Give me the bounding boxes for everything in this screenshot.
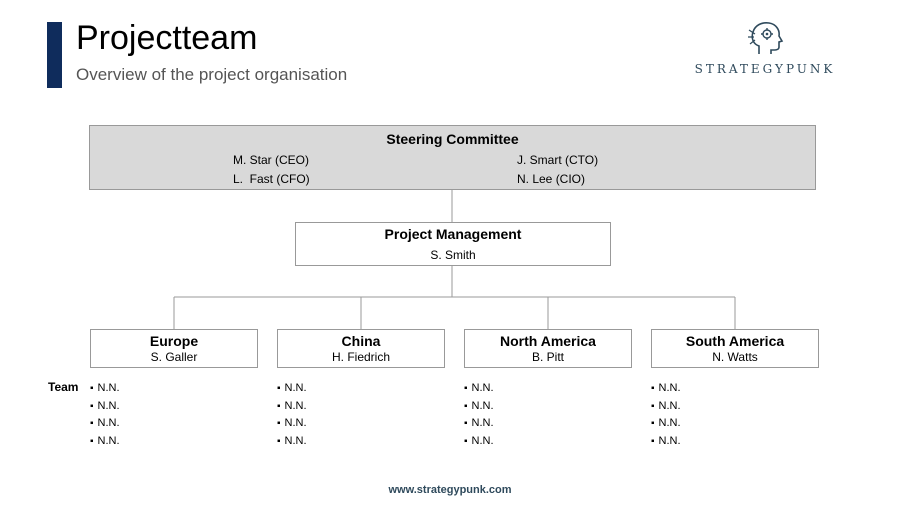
team-member: ▪ N.N. xyxy=(651,415,681,433)
team-member: ▪ N.N. xyxy=(464,433,494,451)
team-member: ▪ N.N. xyxy=(464,398,494,416)
team-member: ▪ N.N. xyxy=(651,398,681,416)
team-list-north-america xyxy=(464,380,494,450)
team-member: ▪ N.N. xyxy=(651,380,681,398)
team-list-south-america xyxy=(651,380,681,450)
region-title: South America xyxy=(685,333,785,349)
steering-member-ceo: M. Star (CEO) xyxy=(233,153,310,167)
region-title: China xyxy=(341,333,381,349)
project-manager-name: S. Smith xyxy=(430,248,476,262)
region-box-north-america xyxy=(464,329,632,368)
team-list-china xyxy=(277,380,307,450)
team-member: ▪ N.N. xyxy=(277,433,307,451)
project-management-box xyxy=(295,222,611,266)
team-member: ▪ N.N. xyxy=(277,380,307,398)
page-subtitle: Overview of the project organisation xyxy=(76,65,348,84)
team-label: Team xyxy=(48,380,79,394)
team-member: ▪ N.N. xyxy=(651,433,681,451)
region-box-china xyxy=(277,329,445,368)
region-lead: B. Pitt xyxy=(531,350,564,364)
team-member: ▪ N.N. xyxy=(277,415,307,433)
region-lead: S. Galler xyxy=(150,350,198,364)
steering-member-cfo: L. Fast (CFO) xyxy=(233,172,310,186)
steering-committee-box xyxy=(89,125,816,190)
project-management-title: Project Management xyxy=(384,226,522,242)
team-member: ▪ N.N. xyxy=(90,415,120,433)
region-box-south-america xyxy=(651,329,819,368)
team-member: ▪ N.N. xyxy=(90,433,120,451)
region-lead: N. Watts xyxy=(712,350,758,364)
team-member: ▪ N.N. xyxy=(464,415,494,433)
region-lead: H. Fiedrich xyxy=(331,350,390,364)
steering-committee-title: Steering Committee xyxy=(386,131,519,147)
team-member: ▪ N.N. xyxy=(90,380,120,398)
team-member: ▪ N.N. xyxy=(464,380,494,398)
team-member: ▪ N.N. xyxy=(90,398,120,416)
region-title: North America xyxy=(500,333,596,349)
steering-member-cto: J. Smart (CTO) xyxy=(517,153,599,167)
team-member: ▪ N.N. xyxy=(277,398,307,416)
region-title: Europe xyxy=(149,333,199,349)
logo-text: STRATEGYPUNK xyxy=(694,62,836,76)
footer-url[interactable]: www.strategypunk.com xyxy=(388,484,512,496)
steering-member-cio: N. Lee (CIO) xyxy=(517,172,586,186)
page-title: Projectteam xyxy=(76,19,258,57)
region-box-europe xyxy=(90,329,258,368)
team-list-europe xyxy=(90,380,120,450)
